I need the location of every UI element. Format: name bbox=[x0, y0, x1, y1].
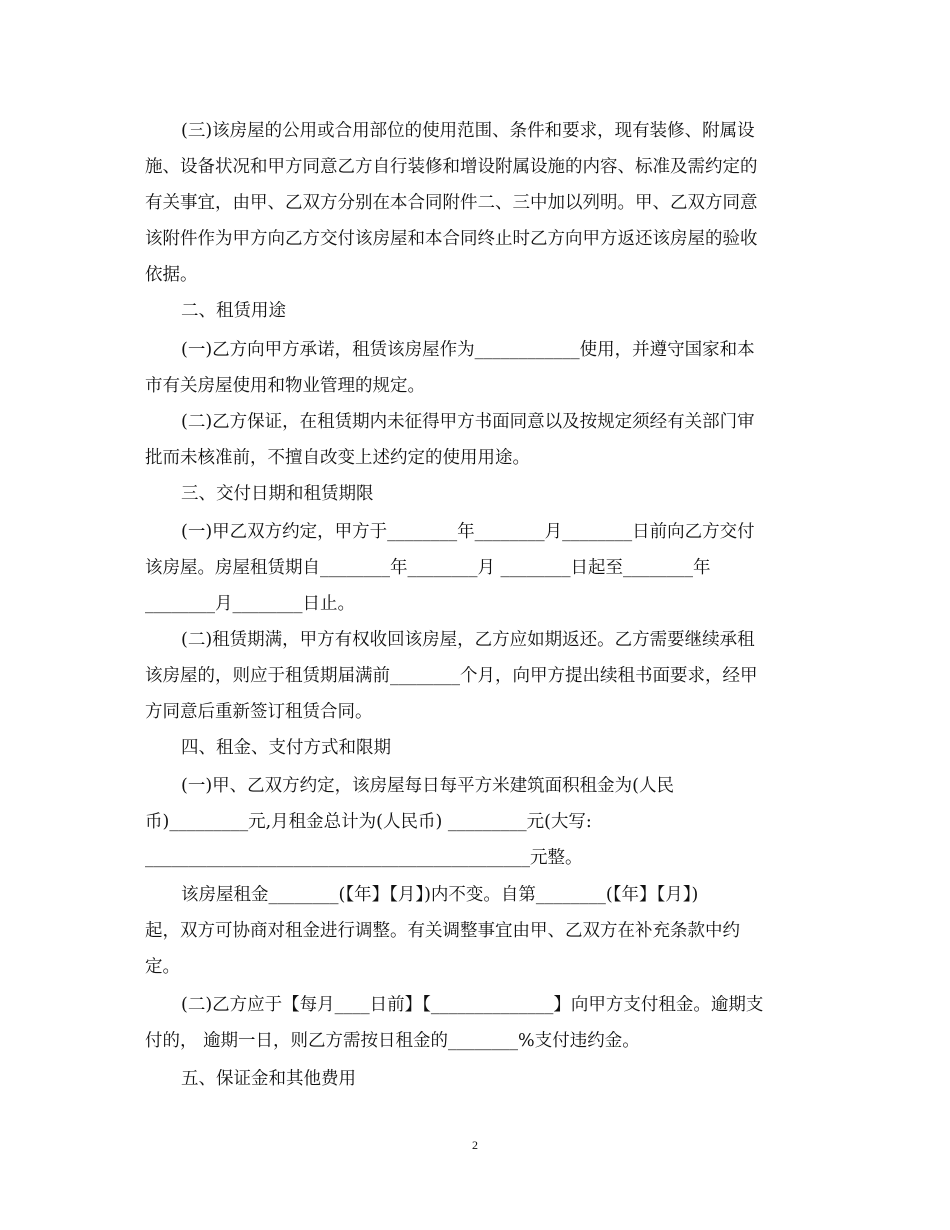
paragraph-line: 该房屋。房屋租赁期自________年________月 ________日起至________年 bbox=[145, 558, 711, 578]
paragraph-line: (一)甲乙双方约定，甲方于________年________月________日前向乙方交付 bbox=[181, 522, 755, 542]
section-heading: 四、租金、支付方式和限期 bbox=[181, 738, 391, 758]
section-heading: 五、保证金和其他费用 bbox=[181, 1069, 356, 1089]
paragraph-line: 该房屋租金________(【年】【月】)内不变。自第________(【年】【月】) bbox=[181, 885, 699, 905]
paragraph-line: 起，双方可协商对租金进行调整。有关调整事宜由甲、乙双方在补充条款中约 bbox=[145, 921, 740, 941]
paragraph-line: 市有关房屋使用和物业管理的规定。 bbox=[145, 376, 425, 396]
page-number: 2 bbox=[472, 1138, 478, 1152]
paragraph-line: 方同意后重新签订租赁合同。 bbox=[145, 702, 373, 722]
section-heading: 三、交付日期和租赁期限 bbox=[181, 484, 374, 504]
paragraph-line: 批而未核准前，不擅自改变上述约定的使用用途。 bbox=[145, 448, 530, 468]
paragraph-line: 付的， 逾期一日，则乙方需按日租金的________%支付违约金。 bbox=[145, 1031, 640, 1051]
paragraph-line: (二)乙方保证，在租赁期内未征得甲方书面同意以及按规定须经有关部门审 bbox=[181, 412, 755, 432]
paragraph-line: 有关事宜，由甲、乙双方分别在本合同附件二、三中加以列明。甲、乙双方同意 bbox=[145, 193, 758, 213]
paragraph-line: 币)_________元,月租金总计为(人民币) _________元(大写: bbox=[145, 812, 592, 832]
paragraph-line: (三)该房屋的公用或合用部位的使用范围、条件和要求，现有装修、附属设 bbox=[181, 121, 755, 141]
paragraph-line: (二)乙方应于【每月____日前】【______________】向甲方支付租金。逾期支 bbox=[181, 995, 764, 1015]
paragraph-line: 该房屋的，则应于租赁期届满前________个月，向甲方提出续租书面要求，经甲 bbox=[145, 666, 758, 686]
section-heading: 二、租赁用途 bbox=[181, 301, 286, 321]
paragraph-line: (一)甲、乙双方约定，该房屋每日每平方米建筑面积租金为(人民 bbox=[181, 776, 674, 796]
paragraph-line: (二)租赁期满，甲方有权收回该房屋，乙方应如期返还。乙方需要继续承租 bbox=[181, 630, 755, 650]
paragraph-line: ____________________________________________元整。 bbox=[145, 848, 583, 868]
paragraph-line: (一)乙方向甲方承诺，租赁该房屋作为____________使用，并遵守国家和本 bbox=[181, 340, 755, 360]
paragraph-line: ________月________日止。 bbox=[145, 594, 355, 614]
paragraph-line: 施、设备状况和甲方同意乙方自行装修和增设附属设施的内容、标准及需约定的 bbox=[145, 157, 758, 177]
paragraph-line: 定。 bbox=[145, 957, 180, 977]
paragraph-line: 该附件作为甲方向乙方交付该房屋和本合同终止时乙方向甲方返还该房屋的验收 bbox=[145, 229, 758, 249]
paragraph-line: 依据。 bbox=[145, 265, 198, 285]
